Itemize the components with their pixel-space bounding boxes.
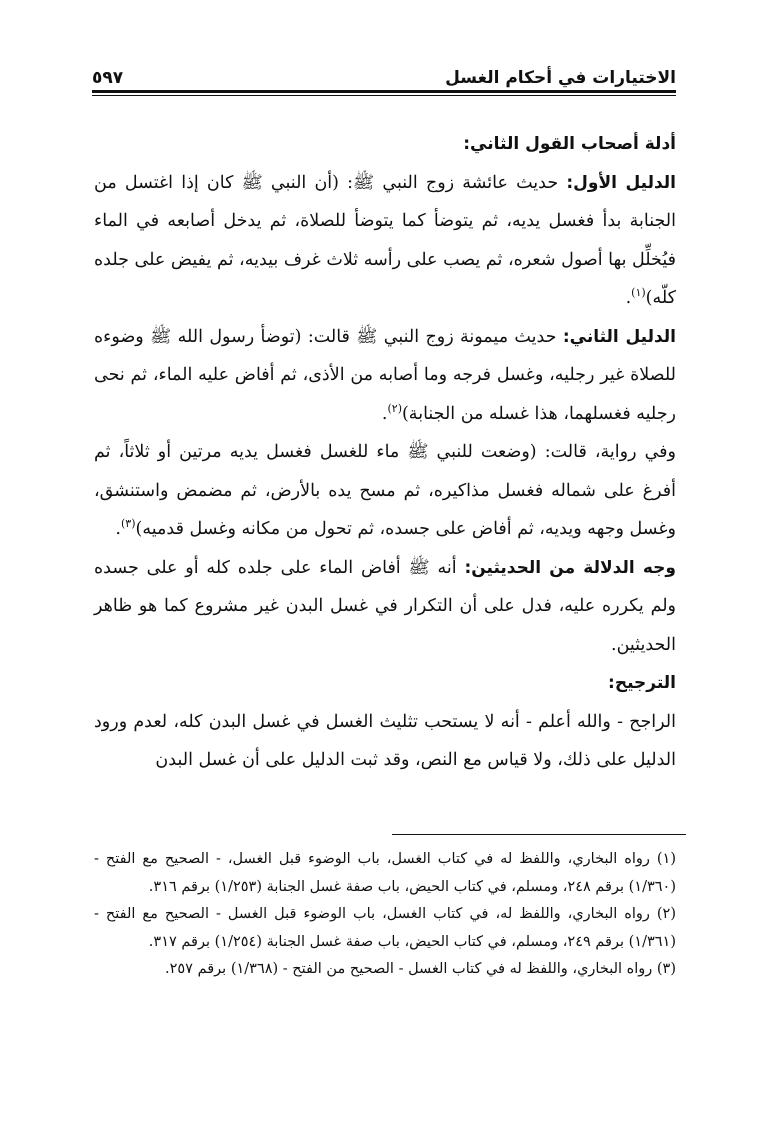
evidence-1-text: حديث عائشة زوج النبي ﷺ: (أن النبي ﷺ كان إذا اغتسل من الجنابة بدأ فغسل يديه، ثم يتوضأ كما يتوضأ للصلاة، ثم يدخل أصابعه في الماء فيُخلِّل بها أصول شعره، ثم يصب على رأسه ثلاث غرف بيديه، ثم يفيض على جلده كلّه)	[94, 172, 676, 308]
footnote-ref-3: (٣)	[121, 517, 136, 531]
evidence-2-paragraph: الدليل الثاني: حديث ميمونة زوج النبي ﷺ قالت: (توضأ رسول الله ﷺ وضوءه للصلاة غير رجليه، وغسل فرجه وما أصابه من الأذى، ثم أفاض عليه الماء، ثم نحى رجليه فغسلهما، هذا غسله من الجنابة)$^{(٢)}$.	[94, 326, 676, 424]
evidence-1-paragraph: الدليل الأول: حديث عائشة زوج النبي ﷺ: (أن النبي ﷺ كان إذا اغتسل من الجنابة بدأ فغسل يديه، ثم يتوضأ كما يتوضأ للصلاة، ثم يدخل أصابعه في الماء فيُخلِّل بها أصول شعره، ثم يصب على رأسه ثلاث غرف بيديه، ثم يفيض على جلده كلّه)$^{(١)}$.	[94, 172, 677, 308]
main-text	[94, 125, 676, 780]
evidence-1-lead: الدليل الأول:	[566, 172, 677, 193]
footnote-ref-1: (١)	[631, 286, 646, 300]
page-header	[92, 60, 676, 88]
footnote-separator	[392, 834, 686, 835]
header-rule-thick	[92, 90, 676, 93]
tarjih-heading: الترجيح:	[608, 673, 676, 693]
tarjih-paragraph: الراجح - والله أعلم - أنه لا يستحب تثليث الغسل في غسل البدن كله، لعدم ورود الدليل على ذلك، ولا قياس مع النص، وقد ثبت الدليل على أن غسل البدن	[94, 711, 676, 770]
narration-paragraph: وفي رواية، قالت: (وضعت للنبي ﷺ ماء للغسل فغسل يديه مرتين أو ثلاثاً، ثم أفرغ على شماله فغسل مذاكيره، ثم مسح يده بالأرض، ثم مضمض واستنشق، وغسل وجهه ويديه، ثم أفاض على جسده، ثم تحول من مكانه وغسل قدميه)$^{(٣)}$.	[94, 442, 676, 539]
inference-lead: وجه الدلالة من الحديثين:	[464, 557, 676, 578]
narration-text: وفي رواية، قالت: (وضعت للنبي ﷺ ماء للغسل فغسل يديه مرتين أو ثلاثاً، ثم أفرغ على شماله فغسل مذاكيره، ثم مسح يده بالأرض، ثم مضمض واستنشق، وغسل وجهه ويديه، ثم أفاض على جسده، ثم تحول من مكانه وغسل قدميه)	[94, 442, 676, 539]
running-title: الاختيارات في أحكام الغسل	[445, 68, 676, 88]
header-rule-thin	[92, 95, 676, 96]
footnote-1: (١) رواه البخاري، واللفظ له في كتاب الغسل، باب الوضوء قبل الغسل، - الصحيح مع الفتح - (١/٣٦٠) برقم ٢٤٨، ومسلم، في كتاب الحيض، باب صفة غسل الجنابة (١/٢٥٣) برقم ٣١٦.	[94, 851, 676, 895]
evidence-2-text: حديث ميمونة زوج النبي ﷺ قالت: (توضأ رسول الله ﷺ وضوءه للصلاة غير رجليه، وغسل فرجه وما أصابه من الأذى، ثم أفاض عليه الماء، ثم نحى رجليه فغسلهما، هذا غسله من الجنابة)	[94, 326, 676, 424]
section-heading: أدلة أصحاب القول الثاني:	[463, 134, 676, 154]
footnote-2: (٢) رواه البخاري، واللفظ له، في كتاب الغسل، باب الوضوء قبل الغسل - الصحيح مع الفتح - (١/٣٦١) برقم ٢٤٩، ومسلم، في كتاب الحيض، باب صفة غسل الجنابة (١/٢٥٤) برقم ٣١٧.	[94, 906, 676, 950]
page-number: ٥٩٧	[92, 68, 124, 88]
evidence-2-lead: الدليل الثاني:	[562, 326, 676, 347]
inference-text: أنه ﷺ أفاض الماء على جلده كله أو على جسده ولم يكرره عليه، فدل على أن التكرار في غسل البدن غير مشروع كما هو ظاهر الحديثين.	[94, 557, 676, 655]
footnote-ref-2: (٢)	[387, 401, 402, 415]
inference-paragraph	[94, 549, 676, 665]
footnote-3: (٣) رواه البخاري، واللفظ له في كتاب الغسل - الصحيح من الفتح - (١/٣٦٨) برقم ٢٥٧.	[165, 961, 676, 977]
footnotes	[94, 846, 676, 984]
